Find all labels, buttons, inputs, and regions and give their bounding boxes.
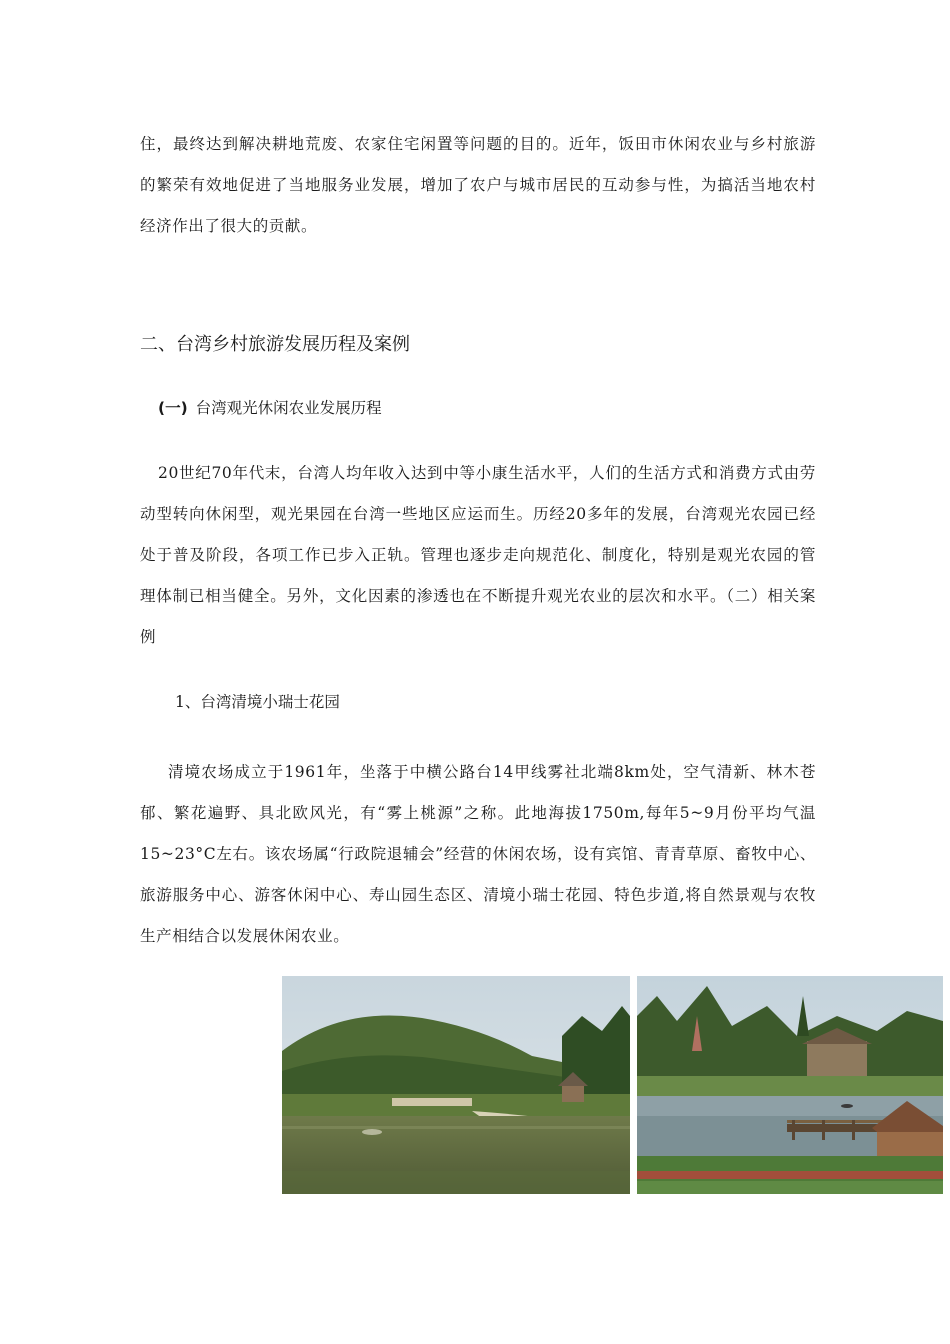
paragraph-intro: 住，最终达到解决耕地荒废、农家住宅闲置等问题的目的。近年，饭田市休闲农业与乡村旅游的繁荣有效地促进了当地服务业发展，增加了农户与城市居民的互动参与性，为搞活当地农村经济作出了很大的贡献。: [140, 135, 816, 235]
section-heading-taiwan: 二、台湾乡村旅游发展历程及案例: [140, 334, 410, 355]
paragraph-qingjing-text: 清境农场成立于1961年，坐落于中横公路台14甲线雾社北端8km处，空气清新、林木苍郁、繁花遍野、具北欧风光，有“雾上桃源”之称。此地海拔1750m,每年5~9月份平均气温15~23°C左右。该农场属“行政院退辅会”经营的休闲农场，设有宾馆、青青草原、畜牧中心、旅游服务中心、游客休闲中心、寿山园生态区、清境小瑞士花园、特色步道,将自然景观与农牧生产相结合以发展休闲农业。: [140, 763, 816, 945]
paragraph-history-text: 20世纪70年代末，台湾人均年收入达到中等小康生活水平，人们的生活方式和消费方式由劳动型转向休闲型，观光果园在台湾一些地区应运而生。历经20多年的发展，台湾观光农园已经处于普及阶段，各项工作已步入正轨。管理也逐步走向规范化、制度化，特别是观光农园的管理体制已相当健全。另外，文化因素的渗透也在不断提升观光农业的层次和水平。（二）相关案例: [140, 464, 816, 646]
case-heading-qingjing: 1、台湾清境小瑞士花园: [175, 693, 340, 711]
subsection-heading-history: [158, 396, 382, 418]
paragraph-qingjing: [140, 752, 816, 957]
subsection-title: 台湾观光休闲农业发展历程: [195, 399, 382, 417]
lake-hillside-photo: [282, 976, 630, 1194]
paragraph-history: [140, 453, 816, 658]
garden-bridge-photo: [637, 976, 943, 1194]
subsection-number: (一): [158, 399, 188, 417]
